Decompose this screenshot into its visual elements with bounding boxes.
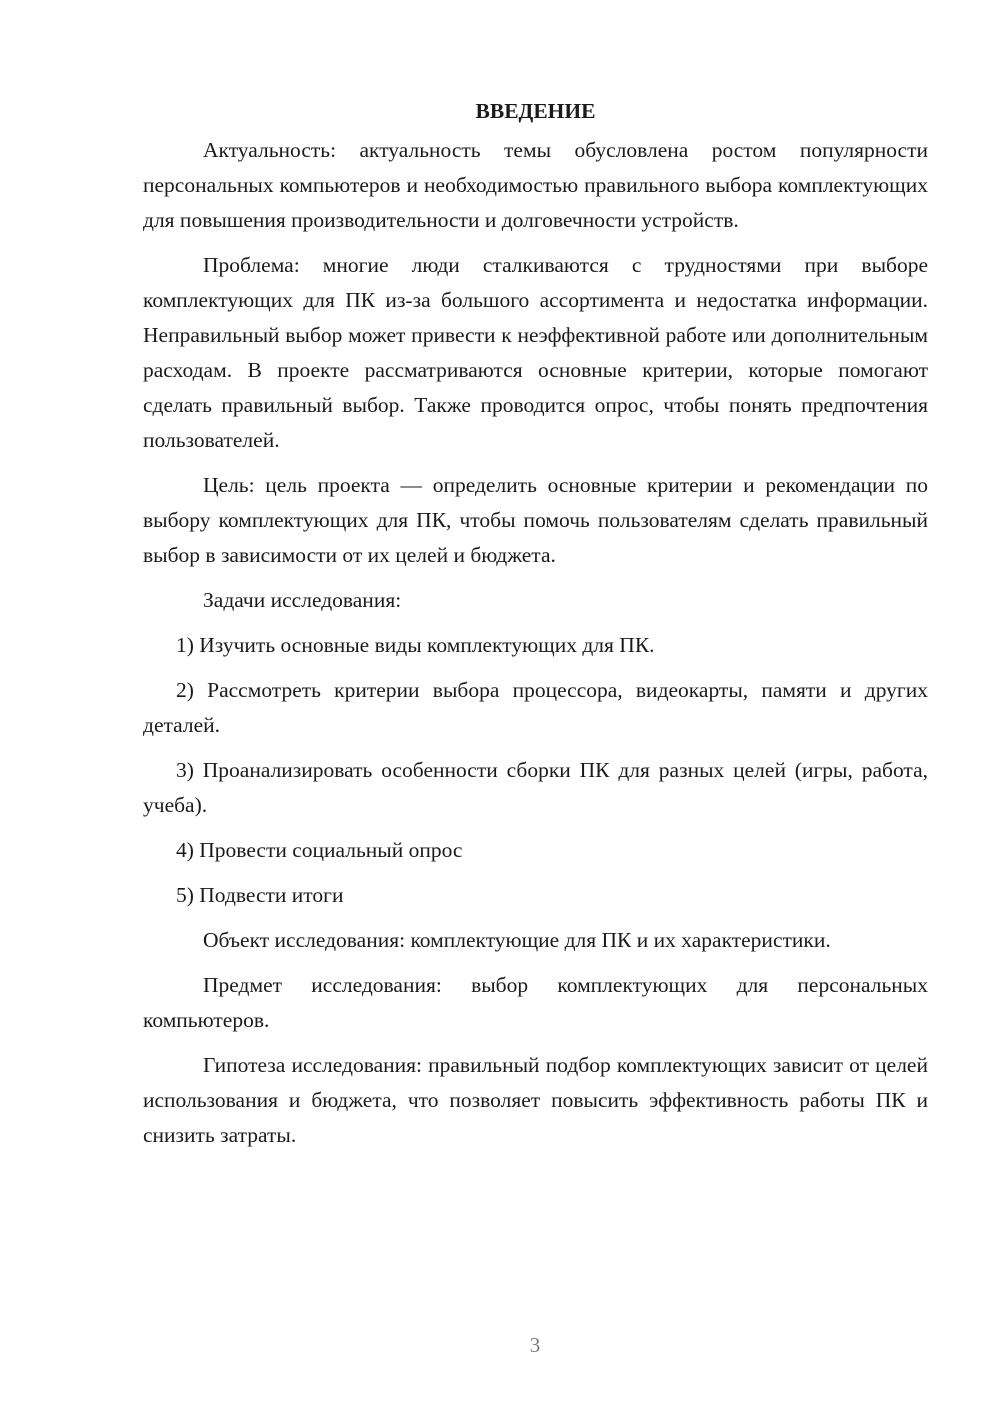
relevance-paragraph: Актуальность: актуальность темы обусловлена ростом популярности персональных компьютеров и необходимостью правильного выбора комплектующих для повышения производительности и долговечности устройств.: [143, 138, 928, 232]
task-item-5: 5) Подвести итоги: [176, 883, 344, 907]
subject-paragraph: Предмет исследования: выбор комплектующих для персональных компьютеров.: [143, 973, 928, 1032]
task-item-4: 4) Провести социальный опрос: [176, 838, 463, 862]
task-item-2: 2) Рассмотреть критерии выбора процессора, видеокарты, памяти и других деталей.: [143, 678, 928, 737]
tasks-heading: Задачи исследования:: [203, 588, 402, 612]
task-item-1: 1) Изучить основные виды комплектующих для ПК.: [176, 633, 655, 657]
document-body: [143, 95, 928, 1163]
hypothesis-paragraph: Гипотеза исследования: правильный подбор комплектующих зависит от целей использования и бюджета, что позволяет повысить эффективность работы ПК и снизить затраты.: [143, 1053, 928, 1147]
goal-paragraph: Цель: цель проекта — определить основные критерии и рекомендации по выбору комплектующих для ПК, чтобы помочь пользователям сделать правильный выбор в зависимости от их целей и бюджета.: [143, 473, 928, 567]
object-paragraph: Объект исследования: комплектующие для ПК и их характеристики.: [203, 928, 831, 952]
problem-paragraph: Проблема: многие люди сталкиваются с трудностями при выборе комплектующих для ПК из-за большого ассортимента и недостатка информации. Неправильный выбор может привести к неэффективной работе или дополнительным расходам. В проекте рассматриваются основные критерии, которые помогают сделать правильный выбор. Также проводится опрос, чтобы понять предпочтения пользователей.: [143, 253, 928, 452]
task-item-3: 3) Проанализировать особенности сборки ПК для разных целей (игры, работа, учеба).: [143, 758, 928, 817]
page-number: 3: [529, 1333, 541, 1357]
page-title: ВВЕДЕНИЕ: [475, 99, 596, 123]
